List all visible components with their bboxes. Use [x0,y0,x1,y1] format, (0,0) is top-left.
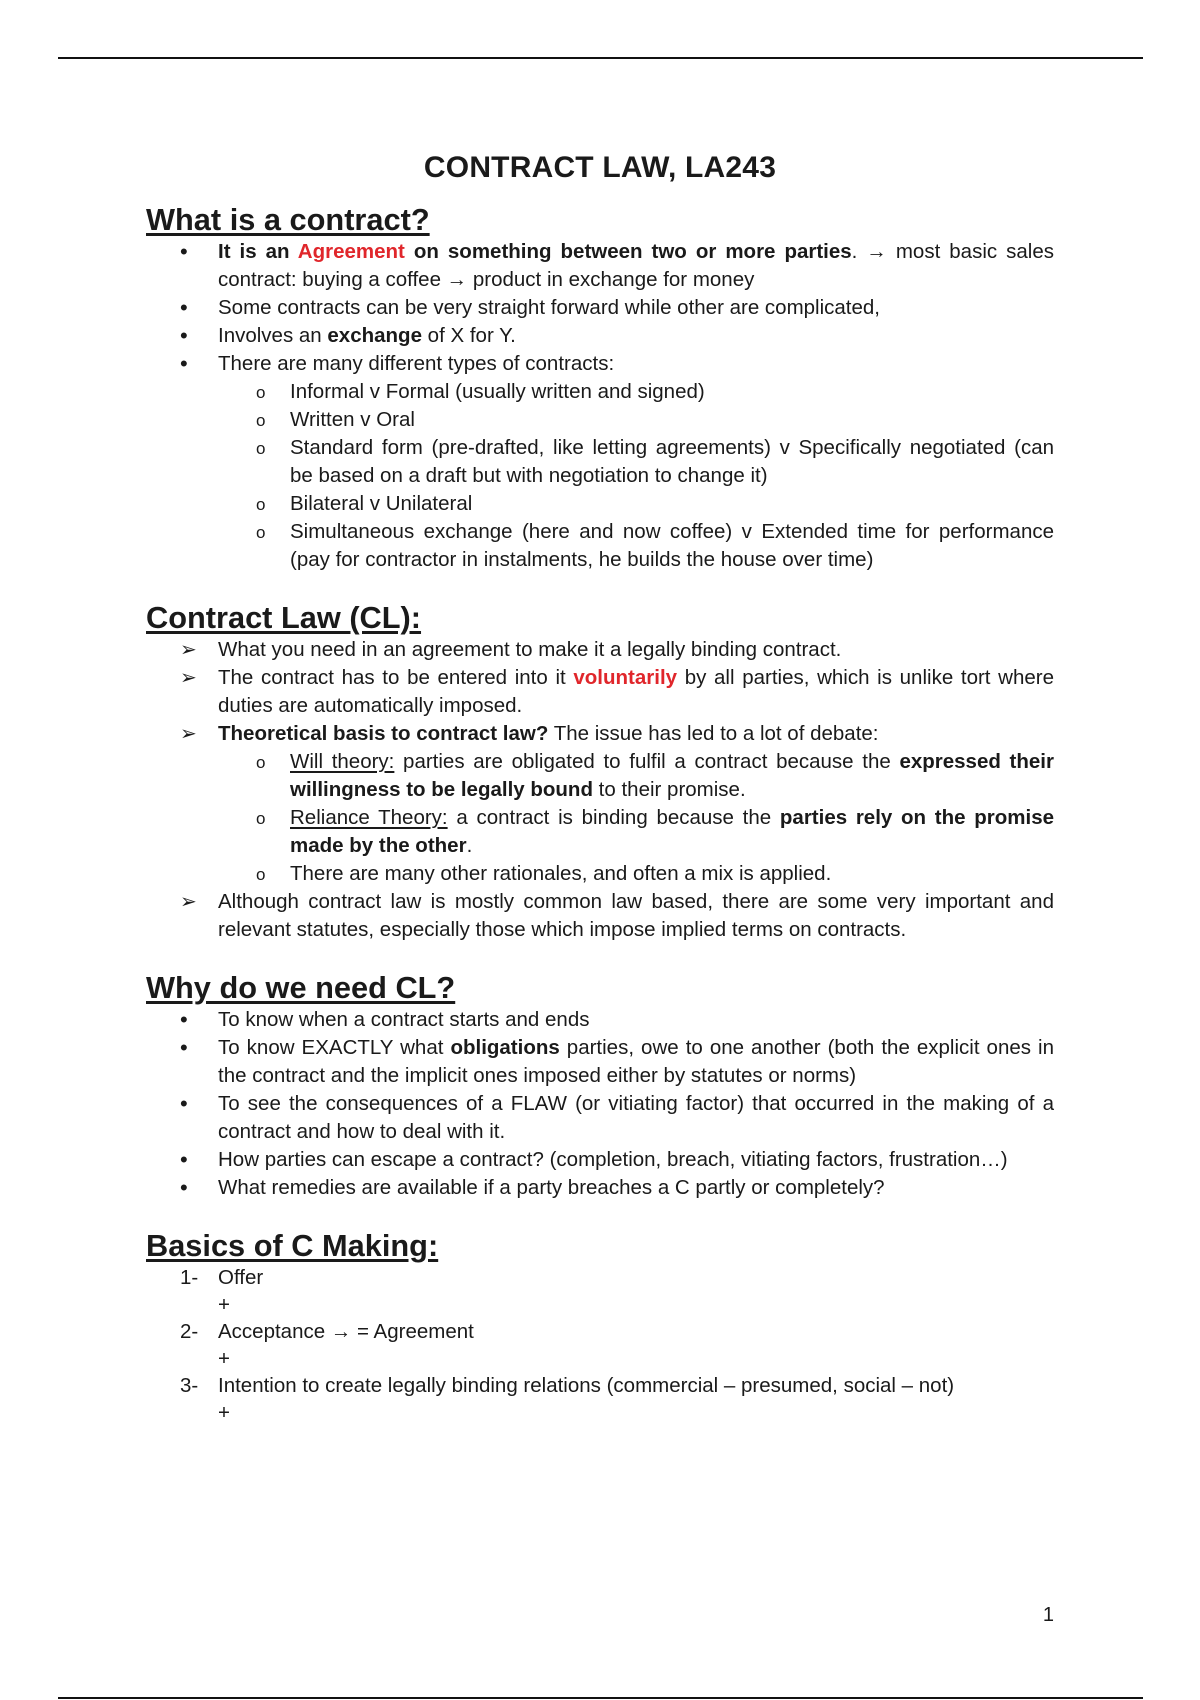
arrowhead-bullet-icon [180,888,204,916]
numbered-list [146,1264,1054,1426]
arrow-list [146,636,1054,944]
circle-bullet-icon [256,518,280,547]
sub-list-item: o Bilateral v Unilateral [146,490,1054,518]
highlight-agreement: Agreement [297,240,405,263]
bullet-icon [180,1006,204,1035]
arrowhead-bullet-icon [180,720,204,748]
list-item: ➢ What you need in an agreement to make it a legally binding contract. [146,636,1054,664]
circle-bullet-icon [256,434,280,463]
footer-rule [58,1697,1143,1699]
sub-list-item: o Informal v Formal (usually written and signed) [146,378,1054,406]
section-why-need-cl [146,970,1054,1202]
bullet-list [146,238,1054,574]
section-heading: Why do we need CL? [146,970,456,1005]
list-item: • How parties can escape a contract? (completion, breach, vitiating factors, frustration…) [146,1146,1054,1174]
section-heading: Contract Law (CL): [146,600,422,635]
header-rule [58,57,1143,59]
list-item: ➢ The contract has to be entered into it voluntarily by all parties, which is unlike tort where duties are automatically imposed. [146,664,1054,720]
section-contract-law [146,600,1055,944]
circle-bullet-icon [256,860,280,889]
plus-sign: + [218,1401,230,1424]
sub-list-item: o Simultaneous exchange (here and now coffee) v Extended time for performance (pay for contractor in instalments, he builds the house over time) [146,518,1054,574]
plus-sign: + [218,1293,230,1316]
bullet-icon [180,1146,204,1175]
list-item: • To see the consequences of a FLAW (or vitiating factor) that occurred in the making of a contract and how to deal with it. [146,1090,1054,1146]
bullet-icon [180,1090,204,1119]
circle-bullet-icon [256,378,280,407]
bullet-icon [180,350,204,379]
list-item: 3- Intention to create legally binding relations (commercial – presumed, social – not) [146,1372,1054,1400]
circle-bullet-icon [256,748,280,777]
step-number: 2- [180,1320,199,1343]
section-heading: What is a contract? [146,202,430,237]
section-what-is-contract [146,202,1054,574]
bullet-icon [180,1174,204,1203]
section-basics-c-making [146,1228,1054,1426]
circle-bullet-icon [256,490,280,519]
sub-list-item: o Written v Oral [146,406,1054,434]
circle-bullet-icon [256,406,280,435]
list-item: • What remedies are available if a party breaches a C partly or completely? [146,1174,1054,1202]
sub-list-item: o Standard form (pre-drafted, like letting agreements) v Specifically negotiated (can be based on a draft but with negotiation to change it) [146,434,1054,490]
bullet-icon [180,322,204,351]
step-number: 3- [180,1374,199,1397]
list-item: ➢ Although contract law is mostly common law based, there are some very important and relevant statutes, especially those which impose implied terms on contracts. [146,888,1054,944]
list-item: • There are many different types of contracts: [146,350,1054,378]
bullet-icon [180,238,204,267]
bullet-icon [180,294,204,323]
list-item: • To know when a contract starts and ends [146,1006,1054,1034]
sub-list-item: o Will theory: parties are obligated to fulfil a contract because the expressed their willingness to be legally bound to their promise. [146,748,1054,804]
sub-list-item: o Reliance Theory: a contract is binding because the parties rely on the promise made by the other. [146,804,1054,860]
list-item: ➢ Theoretical basis to contract law? The issue has led to a lot of debate: [146,720,1054,748]
highlight-voluntarily: voluntarily [573,666,678,689]
bullet-icon [180,1034,204,1063]
page-number: 1 [1042,1604,1054,1626]
list-item: • Some contracts can be very straight forward while other are complicated, [146,294,1054,322]
arrowhead-bullet-icon [180,664,204,692]
section-heading: Basics of C Making: [146,1228,439,1263]
sub-list-item: o There are many other rationales, and often a mix is applied. [146,860,1054,888]
plus-sign: + [218,1347,230,1370]
arrowhead-bullet-icon [180,636,204,664]
document-title: CONTRACT LAW, LA243 [423,151,777,184]
list-item: • To know EXACTLY what obligations parties, owe to one another (both the explicit ones in the contract and the implicit ones imposed either by statutes or norms) [146,1034,1054,1090]
document-page [146,150,1054,1456]
step-number: 1- [180,1266,199,1289]
list-item: • It is an Agreement on something between two or more parties. → most basic sales contract: buying a coffee → product in exchange for money [146,238,1054,294]
list-item: 2- Acceptance → = Agreement [146,1318,1054,1346]
circle-bullet-icon [256,804,280,833]
list-item: • Involves an exchange of X for Y. [146,322,1054,350]
bullet-list [146,1006,1054,1202]
list-item: 1- Offer [146,1264,1054,1292]
